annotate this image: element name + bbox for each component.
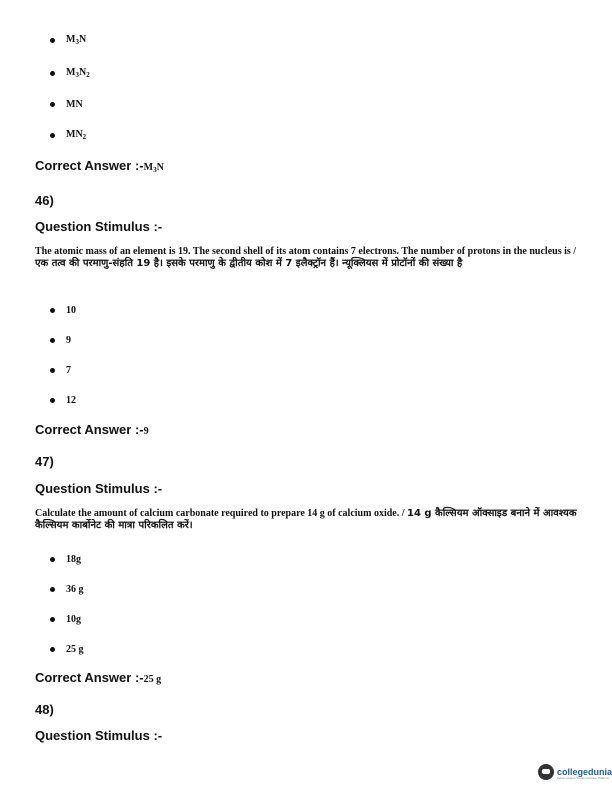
q48-stimulus-label: Question Stimulus :-	[35, 728, 163, 743]
q45-option-3	[50, 99, 83, 110]
logo-tagline: India's largest Student Review Platform	[557, 776, 610, 780]
q47-stimulus: Calculate the amount of calcium carbonate required to prepare 14 g of calcium oxide. / 14 g कैल्सियम ऑक्साइड बनाने में आवश्यक कैल्सियम कार्बोनेट की मात्रा परिकलित करें।	[35, 508, 577, 531]
q46-number: 46)	[35, 193, 54, 208]
q47-option-2: 36 g	[50, 584, 84, 595]
q46-option-3: 7	[50, 365, 71, 376]
logo-mascot-icon	[538, 764, 554, 780]
q46-option-2: 9	[50, 335, 71, 346]
formula: MN	[66, 99, 83, 110]
q45-option-1	[50, 34, 86, 46]
bullet-icon	[50, 71, 55, 76]
q46-option-4: 12	[50, 395, 76, 406]
q47-number: 47)	[35, 454, 54, 469]
bullet-icon	[50, 398, 55, 403]
q47-option-3: 10g	[50, 614, 81, 625]
bullet-icon	[50, 102, 55, 107]
bullet-icon	[50, 338, 55, 343]
formula: $M_3N_2$	[66, 67, 90, 79]
q47-stimulus-label: Question Stimulus :-	[35, 481, 163, 496]
q45-correct-answer: Correct Answer $:-M_3N$	[35, 158, 164, 174]
bullet-icon	[50, 557, 55, 562]
bullet-icon	[50, 647, 55, 652]
q45-option-4	[50, 129, 86, 141]
q47-option-4: 25 g	[50, 644, 84, 655]
q46-correct-answer: Correct Answer :-9	[35, 422, 149, 437]
collegedunia-logo	[538, 764, 612, 780]
q45-option-2	[50, 67, 90, 79]
formula: $M_3N$	[66, 34, 87, 46]
logo-text: collegedunia	[557, 767, 612, 777]
bullet-icon	[50, 617, 55, 622]
q46-stimulus: The atomic mass of an element is 19. The second shell of its atom contains 7 electrons. The number of protons in the nucleus is / एक तत्व की परमाणु-संहति 19 है। इसके परमाणु के द्वीतीय कोश में 7 इलैक्ट्रॉन हैं। न्यूक्लियस में प्रोटॉनों की संख्या है	[35, 246, 577, 269]
q46-option-1: 10	[50, 305, 76, 316]
q46-stimulus-label: Question Stimulus :-	[35, 219, 163, 234]
bullet-icon	[50, 133, 55, 138]
bullet-icon	[50, 587, 55, 592]
q47-option-1: 18g	[50, 554, 81, 565]
bullet-icon	[50, 38, 55, 43]
bullet-icon	[50, 368, 55, 373]
bullet-icon	[50, 308, 55, 313]
q48-number: 48)	[35, 702, 54, 717]
formula: $MN_2$	[66, 129, 87, 141]
q47-correct-answer: Correct Answer :-25 g	[35, 670, 162, 685]
